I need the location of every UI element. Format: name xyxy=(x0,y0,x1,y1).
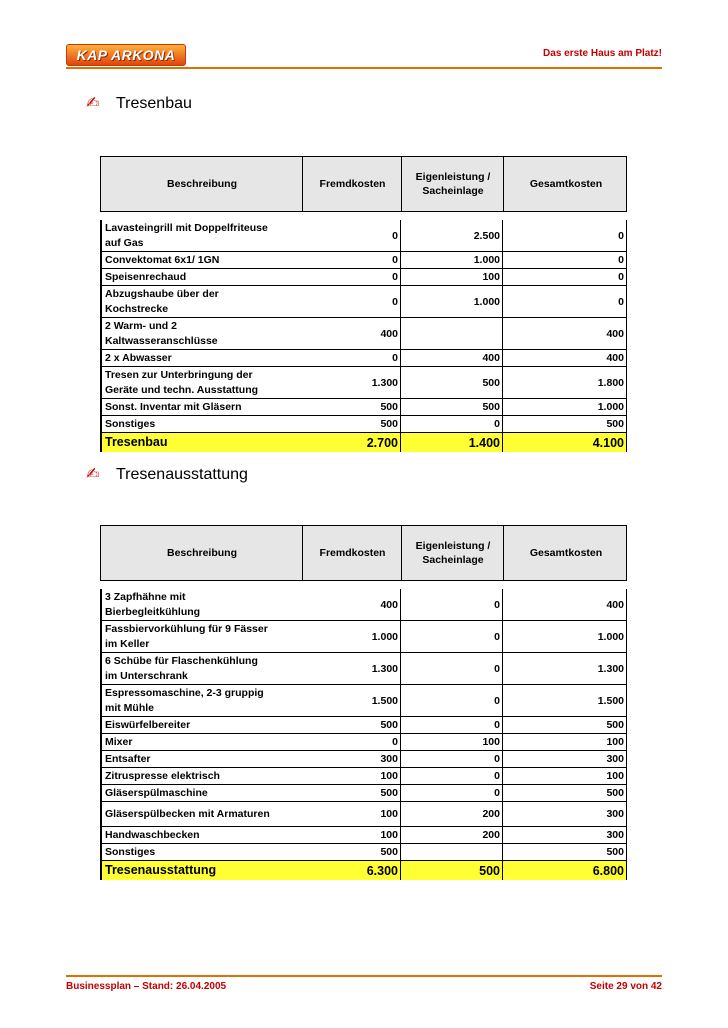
total-label: Tresenausstattung xyxy=(105,863,217,877)
fremdkosten-value: 1.500 xyxy=(302,685,401,716)
table-row xyxy=(102,589,627,621)
col-header-eigenleistung: Eigenleistung / Sacheinlage xyxy=(415,171,491,197)
fremdkosten-value: 0 xyxy=(302,286,401,317)
table-body xyxy=(100,220,627,452)
table-body xyxy=(100,589,627,880)
kap-arkona-logo: KAP ARKONA xyxy=(66,44,186,66)
eigenleistung-value: 0 xyxy=(401,785,503,801)
table-row xyxy=(102,751,627,768)
gesamtkosten-value: 400 xyxy=(503,318,627,349)
row-description: 2 Warm- und 2 Kaltwasseranschlüsse xyxy=(105,319,218,347)
fremdkosten-value: 500 xyxy=(302,416,401,432)
gesamtkosten-value: 500 xyxy=(503,844,627,860)
eigenleistung-value: 0 xyxy=(401,768,503,784)
eigenleistung-value: 200 xyxy=(401,827,503,843)
eigenleistung-value: 100 xyxy=(401,734,503,750)
col-header-fremdkosten: Fremdkosten xyxy=(319,178,386,190)
fremdkosten-value: 0 xyxy=(302,734,401,750)
total-label: Tresenbau xyxy=(105,435,168,449)
total-row xyxy=(102,433,627,452)
total-fremdkosten: 2.700 xyxy=(302,433,401,452)
row-description: Espressomaschine, 2-3 gruppig mit Mühle xyxy=(105,686,264,714)
gesamtkosten-value: 1.800 xyxy=(503,367,627,398)
table-row xyxy=(102,621,627,653)
eigenleistung-value: 0 xyxy=(401,685,503,716)
col-header-fremdkosten: Fremdkosten xyxy=(319,547,386,559)
section-title: Tresenausstattung xyxy=(116,466,248,483)
gesamtkosten-value: 300 xyxy=(503,827,627,843)
row-description: Fassbiervorkühlung für 9 Fässer im Keller xyxy=(105,622,268,650)
gesamtkosten-value: 300 xyxy=(503,751,627,767)
gesamtkosten-value: 0 xyxy=(503,286,627,317)
table-tresenausstattung xyxy=(100,525,627,880)
gesamtkosten-value: 500 xyxy=(503,416,627,432)
fremdkosten-value: 500 xyxy=(302,844,401,860)
row-description: Mixer xyxy=(105,735,133,748)
fremdkosten-value: 0 xyxy=(302,252,401,268)
gesamtkosten-value: 1.000 xyxy=(503,621,627,652)
fremdkosten-value: 100 xyxy=(302,827,401,843)
fremdkosten-value: 500 xyxy=(302,785,401,801)
fremdkosten-value: 100 xyxy=(302,768,401,784)
row-description: Lavasteingrill mit Doppelfriteuse auf Gas xyxy=(105,221,268,249)
row-description: 2 x Abwasser xyxy=(105,351,172,364)
eigenleistung-value: 0 xyxy=(401,653,503,684)
gesamtkosten-value: 500 xyxy=(503,785,627,801)
eigenleistung-value: 100 xyxy=(401,269,503,285)
table-row xyxy=(102,269,627,286)
eigenleistung-value: 0 xyxy=(401,717,503,733)
gesamtkosten-value: 0 xyxy=(503,220,627,251)
eigenleistung-value xyxy=(401,318,503,349)
table-row xyxy=(102,717,627,734)
row-description: Handwaschbecken xyxy=(105,828,200,841)
table-tresenbau xyxy=(100,156,627,452)
row-description: Abzugshaube über der Kochstrecke xyxy=(105,287,219,315)
row-description: 3 Zapfhähne mit Bierbegleitkühlung xyxy=(105,590,201,618)
col-header-gesamtkosten: Gesamtkosten xyxy=(529,547,603,559)
row-description: Speisenrechaud xyxy=(105,270,187,283)
row-description: Gläserspülbecken mit Armaturen xyxy=(105,807,270,820)
fremdkosten-value: 1.300 xyxy=(302,367,401,398)
total-eigenleistung: 500 xyxy=(401,861,503,880)
row-description: Eiswürfelbereiter xyxy=(105,718,191,731)
fremdkosten-value: 300 xyxy=(302,751,401,767)
table-header xyxy=(100,156,627,212)
gesamtkosten-value: 0 xyxy=(503,252,627,268)
eigenleistung-value: 2.500 xyxy=(401,220,503,251)
table-row xyxy=(102,416,627,433)
gesamtkosten-value: 400 xyxy=(503,589,627,620)
table-row xyxy=(102,685,627,717)
table-row xyxy=(102,220,627,252)
eigenleistung-value: 500 xyxy=(401,399,503,415)
row-description: Sonst. Inventar mit Gläsern xyxy=(105,400,242,413)
eigenleistung-value: 0 xyxy=(401,751,503,767)
fremdkosten-value: 500 xyxy=(302,717,401,733)
header-slogan: Das erste Haus am Platz! xyxy=(543,48,662,59)
gesamtkosten-value: 400 xyxy=(503,350,627,366)
total-row xyxy=(102,861,627,880)
eigenleistung-value: 200 xyxy=(401,802,503,826)
section-title: Tresenbau xyxy=(116,95,192,112)
section-heading-tresenausstattung xyxy=(86,466,248,484)
row-description: Entsafter xyxy=(105,752,151,765)
footer-page-number: Seite 29 von 42 xyxy=(589,981,662,992)
table-row xyxy=(102,350,627,367)
fremdkosten-value: 1.000 xyxy=(302,621,401,652)
col-header-beschreibung: Beschreibung xyxy=(166,178,237,190)
fremdkosten-value: 0 xyxy=(302,350,401,366)
table-row xyxy=(102,653,627,685)
col-header-gesamtkosten: Gesamtkosten xyxy=(529,178,603,190)
fremdkosten-value: 500 xyxy=(302,399,401,415)
table-row xyxy=(102,768,627,785)
eigenleistung-value: 500 xyxy=(401,367,503,398)
fremdkosten-value: 400 xyxy=(302,589,401,620)
eigenleistung-value: 1.000 xyxy=(401,286,503,317)
gesamtkosten-value: 100 xyxy=(503,734,627,750)
gesamtkosten-value: 300 xyxy=(503,802,627,826)
fremdkosten-value: 100 xyxy=(302,802,401,826)
footer-rule xyxy=(66,975,662,977)
row-description: 6 Schübe für Flaschenkühlung im Unterschrank xyxy=(105,654,258,682)
table-row xyxy=(102,318,627,350)
row-description: Convektomat 6x1/ 1GN xyxy=(105,253,220,266)
row-description: Zitruspresse elektrisch xyxy=(105,769,220,782)
gesamtkosten-value: 1.500 xyxy=(503,685,627,716)
pen-icon: ✍ xyxy=(86,95,100,112)
total-gesamtkosten: 6.800 xyxy=(503,861,627,880)
row-description: Sonstiges xyxy=(105,417,156,430)
col-header-eigenleistung: Eigenleistung / Sacheinlage xyxy=(415,540,491,566)
row-description: Tresen zur Unterbringung der Geräte und techn. Ausstattung xyxy=(105,368,259,396)
fremdkosten-value: 400 xyxy=(302,318,401,349)
gesamtkosten-value: 0 xyxy=(503,269,627,285)
table-header xyxy=(100,525,627,581)
total-eigenleistung: 1.400 xyxy=(401,433,503,452)
eigenleistung-value: 0 xyxy=(401,621,503,652)
fremdkosten-value: 0 xyxy=(302,269,401,285)
header-rule xyxy=(66,67,662,69)
table-row xyxy=(102,827,627,844)
table-row xyxy=(102,286,627,318)
table-row xyxy=(102,252,627,269)
row-description: Gläserspülmaschine xyxy=(105,786,208,799)
total-gesamtkosten: 4.100 xyxy=(503,433,627,452)
table-row xyxy=(102,399,627,416)
table-row xyxy=(102,734,627,751)
gesamtkosten-value: 1.000 xyxy=(503,399,627,415)
section-heading-tresenbau xyxy=(86,95,192,113)
gesamtkosten-value: 500 xyxy=(503,717,627,733)
fremdkosten-value: 1.300 xyxy=(302,653,401,684)
pen-icon: ✍ xyxy=(86,466,100,483)
eigenleistung-value xyxy=(401,844,503,860)
total-fremdkosten: 6.300 xyxy=(302,861,401,880)
gesamtkosten-value: 100 xyxy=(503,768,627,784)
eigenleistung-value: 0 xyxy=(401,416,503,432)
eigenleistung-value: 0 xyxy=(401,589,503,620)
footer-left: Businessplan – Stand: 26.04.2005 xyxy=(66,981,227,992)
table-row xyxy=(102,802,627,827)
row-description: Sonstiges xyxy=(105,845,156,858)
table-row xyxy=(102,785,627,802)
fremdkosten-value: 0 xyxy=(302,220,401,251)
gesamtkosten-value: 1.300 xyxy=(503,653,627,684)
table-row xyxy=(102,844,627,861)
table-row xyxy=(102,367,627,399)
eigenleistung-value: 1.000 xyxy=(401,252,503,268)
eigenleistung-value: 400 xyxy=(401,350,503,366)
col-header-beschreibung: Beschreibung xyxy=(166,547,237,559)
